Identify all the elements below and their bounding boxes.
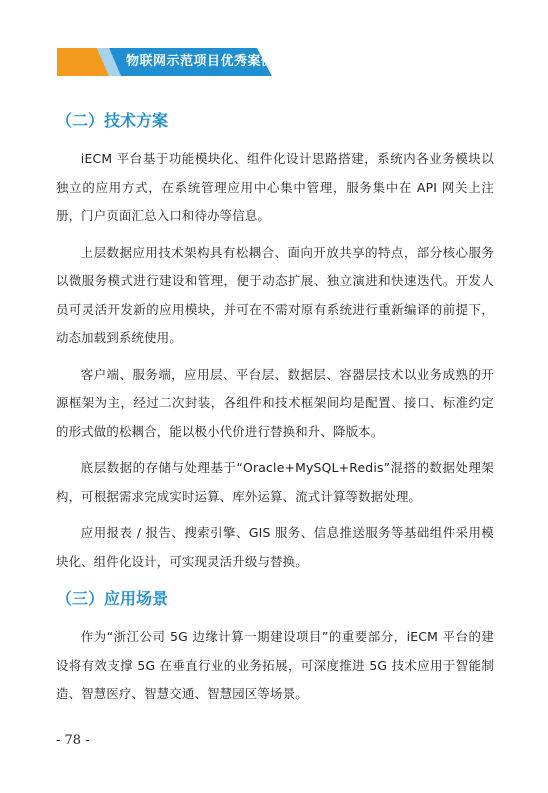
paragraph: 客户端、服务端，应用层、平台层、数据层、容器层技术以业务成熟的开源框架为主，经过二次封装，各组件和技术框架间均是配置、接口、标准约定的形式做的松耦合，能以极小代价进行替换和升、降版本。 <box>56 366 494 439</box>
paragraph: iECM 平台基于功能模块化、组件化设计思路搭建，系统内各业务模块以独立的应用方式，在系统管理应用中心集中管理，服务集中在 API 网关上注册，门户页面汇总入口和待办等信息。 <box>56 151 494 223</box>
paragraph: 底层数据的存储与处理基于“Oracle+MySQL+Redis”混搭的数据处理架构，可根据需求完成实时运算、库外运算、流式计算等数据处理。 <box>56 460 494 504</box>
paragraph: 应用报表 / 报告、搜索引擎、GIS 服务、信息推送服务等基础组件采用模块化、组件化设计，可实现灵活升级与替换。 <box>56 525 494 569</box>
header-title: 物联网示范项目优秀案例集 <box>126 54 289 69</box>
page-header <box>0 0 548 80</box>
paragraph: 作为“浙江公司 5G 边缘计算一期建设项目”的重要部分，iECM 平台的建设将有效支撑 5G 在垂直行业的业务拓展，可深度推进 5G 技术应用于智能制造、智慧医疗、智慧交通、智慧园区等场景。 <box>56 629 494 701</box>
paragraph: 上层数据应用技术架构具有松耦合、面向开放共享的特点，部分核心服务以微服务模式进行建设和管理，便于动态扩展、独立演进和快速迭代。开发人员可灵活开发新的应用模块，并可在不需对原有系统进行重新编译的前提下，动态加载到系统使用。 <box>56 244 494 345</box>
page-number: - 78 - <box>56 733 90 748</box>
document-body <box>56 106 494 717</box>
section-heading-tech: （二）技术方案 <box>56 111 169 130</box>
section-heading-scenarios: （三）应用场景 <box>56 589 169 608</box>
